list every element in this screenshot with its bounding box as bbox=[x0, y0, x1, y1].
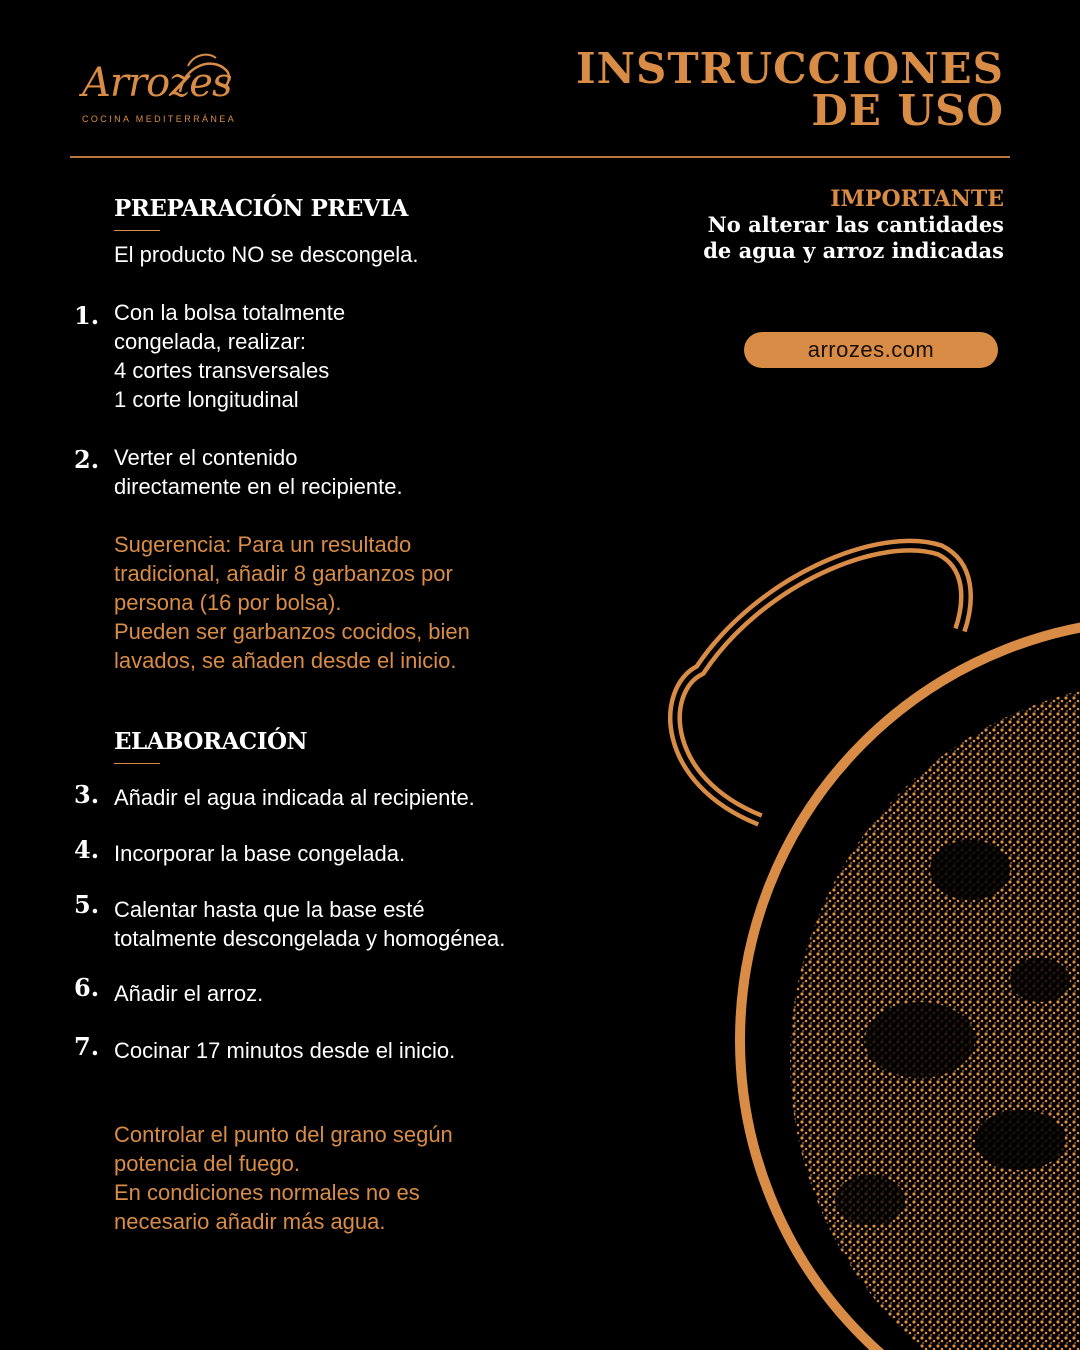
step-number: 4. bbox=[74, 835, 100, 864]
step-text: Con la bolsa totalmente congelada, realizar: 4 cortes transversales 1 corte longitudinal bbox=[114, 300, 346, 412]
suggestion-text: Sugerencia: Para un resultado tradicional, añadir 8 garbanzos por persona (16 por bolsa). Pueden ser garbanzos cocidos, bien lavados, se añaden desde el inicio. bbox=[114, 532, 470, 673]
step-number: 7. bbox=[74, 1032, 100, 1061]
step-text: Cocinar 17 minutos desde el inicio. bbox=[114, 1038, 456, 1063]
paella-pan-illustration bbox=[640, 520, 1080, 1350]
page-title bbox=[576, 44, 1004, 135]
important-notice bbox=[703, 186, 1004, 264]
step-text: Añadir el arroz. bbox=[114, 981, 264, 1006]
step-text: Incorporar la base congelada. bbox=[114, 841, 406, 866]
step-text: Verter el contenido directamente en el recipiente. bbox=[114, 445, 403, 499]
preparation-intro: El producto NO se descongela. bbox=[114, 242, 419, 267]
step-text: Calentar hasta que la base esté totalmente descongelada y homogénea. bbox=[114, 897, 506, 951]
important-label: IMPORTANTE bbox=[830, 186, 1004, 212]
logo-subtitle: COCINA MEDITERRÁNEA bbox=[82, 114, 237, 124]
brand-logo bbox=[78, 52, 238, 130]
step-number: 3. bbox=[74, 780, 100, 809]
section-heading-preparation: PREPARACIÓN PREVIA bbox=[114, 195, 408, 222]
website-link[interactable]: arrozes.com bbox=[744, 332, 998, 368]
step-number: 2. bbox=[74, 445, 100, 474]
step-number: 1. bbox=[74, 301, 100, 330]
step-number: 5. bbox=[74, 890, 100, 919]
heading-underline bbox=[114, 763, 160, 764]
cooking-note: Controlar el punto del grano según potencia del fuego. En condiciones normales no es necesario añadir más agua. bbox=[114, 1122, 453, 1234]
title-line-1: INSTRUCCIONES bbox=[576, 44, 1004, 93]
step-text: Añadir el agua indicada al recipiente. bbox=[114, 785, 475, 810]
header-divider bbox=[70, 156, 1010, 158]
title-line-2: DE USO bbox=[811, 86, 1004, 135]
section-heading-elaboration: ELABORACIÓN bbox=[114, 728, 308, 755]
logo-wordmark: Arrozes bbox=[82, 60, 232, 106]
important-note: No alterar las cantidades de agua y arroz indicadas bbox=[703, 212, 1004, 263]
heading-underline bbox=[114, 230, 160, 231]
step-number: 6. bbox=[74, 973, 100, 1002]
